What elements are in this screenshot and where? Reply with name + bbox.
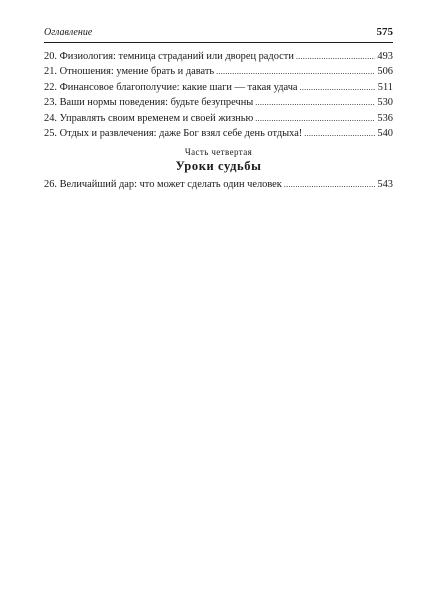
toc-entry[interactable] [44,126,393,141]
toc-entry-page: 506 [377,66,393,78]
toc-entry-page: 536 [377,112,393,124]
table-of-contents [44,49,393,193]
dot-leader [304,129,375,139]
book-page [44,26,393,193]
dot-leader [300,83,376,93]
toc-entry-page: 540 [377,127,393,139]
toc-entry-title: 26. Величайший дар: что может сделать один человек [44,179,282,191]
part-heading [44,146,393,174]
dot-leader [255,114,375,124]
dot-leader [284,180,376,190]
toc-entry-title: 22. Финансовое благополучие: какие шаги — такая удача [44,81,298,93]
toc-entry-page: 493 [377,51,393,62]
toc-entry-page: 543 [377,179,393,191]
running-header [44,26,393,43]
toc-entry-title: 25. Отдых и развлечения: даже Бог взял себе день отдыха! [44,127,303,139]
dot-leader [296,52,376,62]
section-title: Оглавление [44,27,93,38]
toc-entry[interactable] [44,95,393,110]
toc-entry[interactable] [44,64,393,79]
toc-entry[interactable] [44,177,393,192]
toc-entry[interactable] [44,49,393,64]
toc-entry[interactable] [44,111,393,126]
part-label: Часть четвертая [184,147,253,158]
part-title: Уроки судьбы [175,159,262,174]
toc-entry-title: 23. Ваши нормы поведения: будьте безупречны [44,97,254,109]
page-number: 575 [376,26,393,38]
dot-leader [216,67,375,77]
dot-leader [255,98,375,108]
toc-entry-title: 21. Отношения: умение брать и давать [44,66,215,78]
toc-entry-page: 511 [377,81,393,93]
toc-entry-title: 20. Физиология: темница страданий или дворец радости [44,51,294,62]
toc-entry-title: 24. Управлять своим временем и своей жизнью [44,112,254,124]
toc-entry[interactable] [44,80,393,95]
toc-entry-page: 530 [377,97,393,109]
